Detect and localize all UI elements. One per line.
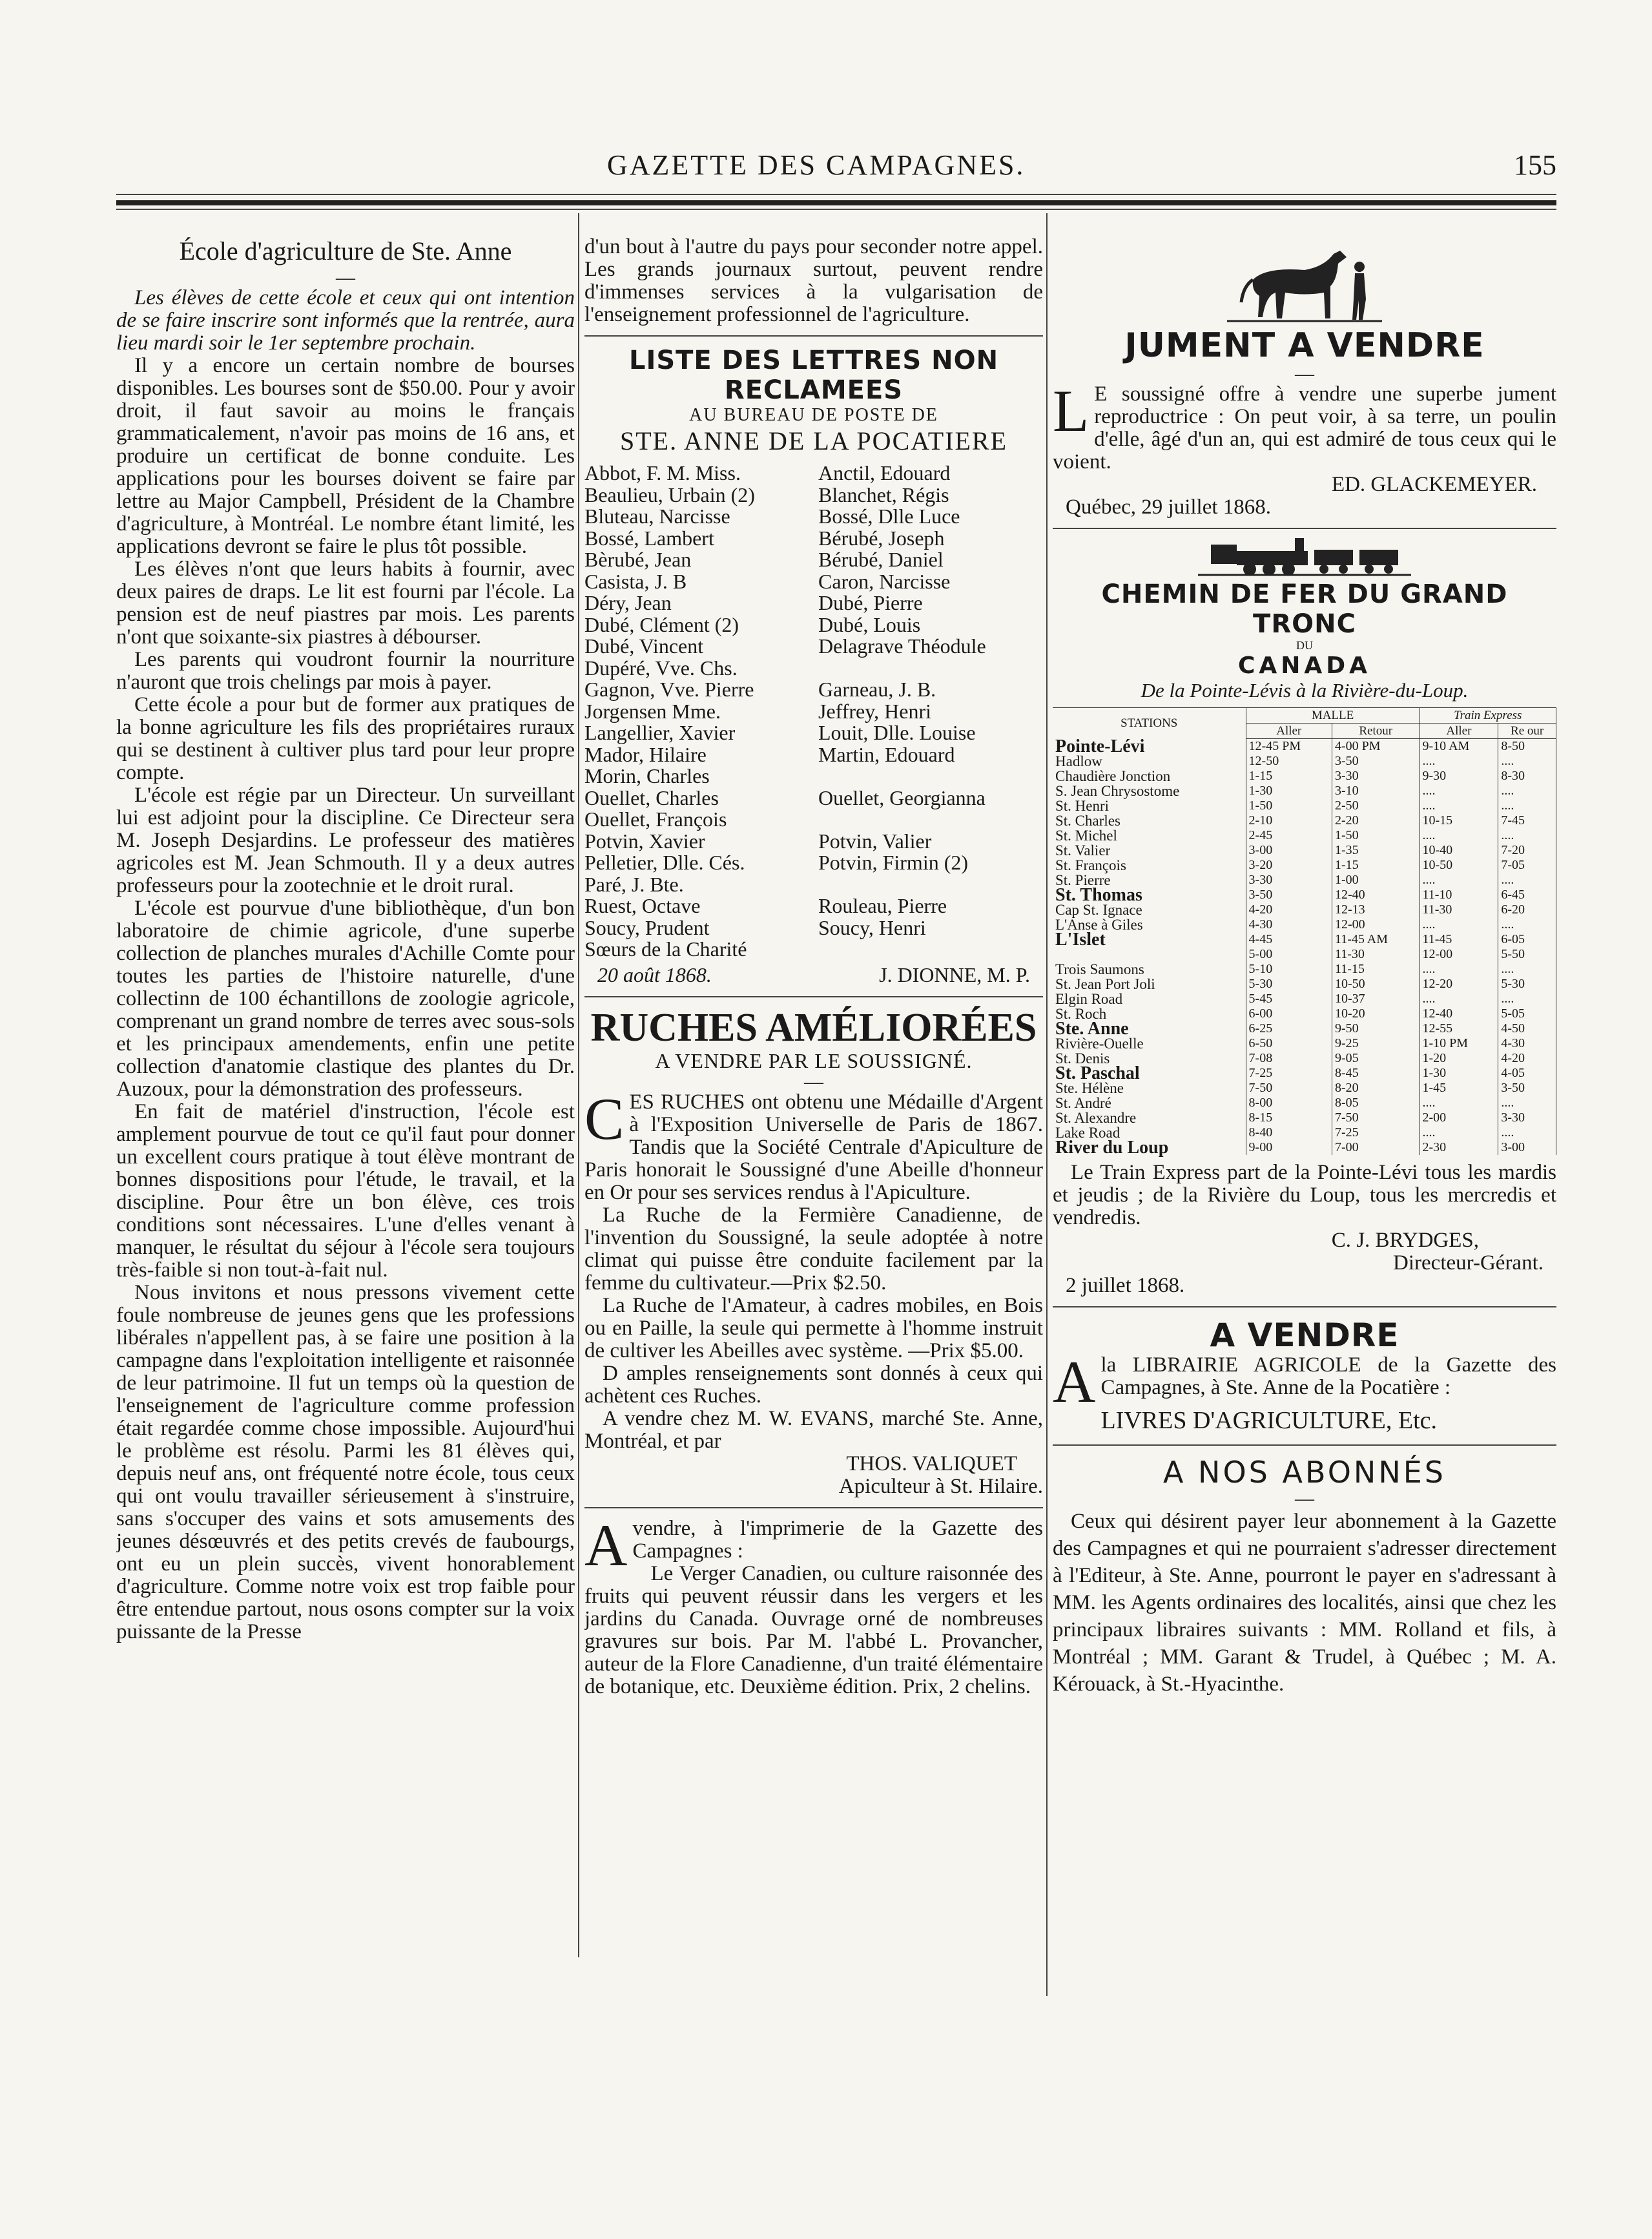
schedule-time: 1-20 bbox=[1420, 1051, 1498, 1066]
letter-entry: Jorgensen Mme. bbox=[584, 699, 721, 723]
ruches-sign: Apiculteur à St. Hilaire. bbox=[838, 1474, 1043, 1498]
letter-entry bbox=[818, 874, 1043, 896]
column-divider-2 bbox=[1046, 213, 1048, 1996]
station-name: St. André bbox=[1055, 1095, 1111, 1111]
ruches-text: A vendre chez M. W. EVANS, marché Ste. Anne, Montréal, et par bbox=[584, 1406, 1043, 1453]
jument-sign: ED. GLACKEMEYER. bbox=[1331, 473, 1537, 496]
ruches-text: La Ruche de l'Amateur, à cadres mobiles, en Bois ou en Paille, la seule qui permette à l'homme instruit de cultiver les Abeilles avec système. —Prix $5.00. bbox=[584, 1293, 1043, 1362]
schedule-time: .... bbox=[1420, 992, 1498, 1006]
schedule-time: 11-15 bbox=[1332, 962, 1420, 977]
retour-header: Re our bbox=[1498, 724, 1556, 739]
schedule-time: 9-10 AM bbox=[1420, 739, 1498, 755]
schedule-time: 11-30 bbox=[1420, 902, 1498, 917]
letter-entry: Langellier, Xavier bbox=[584, 721, 736, 744]
schedule-time: 4-00 PM bbox=[1332, 739, 1420, 755]
schedule-row bbox=[1053, 888, 1556, 902]
schedule-time: 10-15 bbox=[1420, 813, 1498, 828]
ecole-paragraph: En fait de matériel d'instruction, l'école est amplement pourvue de tout ce qu'il faut pour donner un excellent cours pratique à tout élève montrant de bonnes dispositions pour l'étude, le travail, et la discipline. Pour être un bon élève, ces trois conditions sont nécessaires. L'une d'elles venant à manquer, le résultat du séjour à l'école sera toujours très-faible si non tout-à-fait nul. bbox=[116, 1100, 575, 1282]
schedule-time: 8-40 bbox=[1246, 1125, 1332, 1140]
schedule-time: .... bbox=[1498, 873, 1556, 888]
vendre-drop-cap: A bbox=[1053, 1349, 1096, 1415]
schedule-time: 3-00 bbox=[1498, 1140, 1556, 1155]
station-name: St. François bbox=[1055, 857, 1126, 873]
verger-drop-cap: A bbox=[584, 1512, 628, 1578]
vendre-books: LIVRES D'AGRICULTURE, Etc. bbox=[1100, 1407, 1437, 1434]
schedule-row bbox=[1053, 1110, 1556, 1125]
schedule-time: 2-50 bbox=[1332, 798, 1420, 813]
schedule-time: 12-50 bbox=[1246, 754, 1332, 769]
letter-entry: Sœurs de la Charité bbox=[584, 937, 747, 961]
rail-canada: CANADA bbox=[1237, 652, 1371, 679]
schedule-time: 6-20 bbox=[1498, 902, 1556, 917]
vendre-text: la LIBRAIRIE AGRICOLE de la Gazette des Campagnes, à Ste. Anne de la Pocatière : bbox=[1100, 1353, 1556, 1399]
schedule-time: 11-45 AM bbox=[1332, 932, 1420, 947]
schedule-time: 4-20 bbox=[1498, 1051, 1556, 1066]
station-name: St. Michel bbox=[1055, 828, 1117, 844]
separator bbox=[584, 1507, 1043, 1508]
schedule-row bbox=[1053, 828, 1556, 843]
letter-entry: Beaulieu, Urbain (2) bbox=[584, 483, 755, 506]
station-name: St. Henri bbox=[1055, 798, 1110, 814]
schedule-time: 12-13 bbox=[1332, 902, 1420, 917]
schedule-rows bbox=[1053, 736, 1556, 1158]
schedule-time: 4-45 bbox=[1246, 932, 1332, 947]
schedule-time: 11-10 bbox=[1420, 888, 1498, 902]
station-name: St. Valier bbox=[1055, 842, 1111, 859]
schedule-time: 7-05 bbox=[1498, 858, 1556, 873]
dash: — bbox=[1295, 1488, 1314, 1509]
retour-header: Retour bbox=[1332, 724, 1420, 739]
dash: — bbox=[1295, 363, 1314, 384]
schedule-time: 8-05 bbox=[1332, 1096, 1420, 1110]
ruches-text: ES RUCHES ont obtenu une Médaille d'Argent à l'Exposition Universelle de Paris de 1867. Tandis que la Société Centrale d'Apiculture de Paris honorait le Soussigné d'une Abeille d'honneur en Or pour ses services rendus à l'Apiculture. bbox=[584, 1090, 1043, 1204]
schedule-time: 8-30 bbox=[1498, 769, 1556, 784]
schedule-time: 12-40 bbox=[1332, 888, 1420, 902]
letter-entry: Delagrave Théodule bbox=[818, 634, 986, 658]
ecole-heading: École d'agriculture de Ste. Anne bbox=[179, 236, 512, 266]
station-name: St. Jean Port Joli bbox=[1055, 976, 1155, 992]
schedule-time: .... bbox=[1420, 784, 1498, 798]
schedule-row bbox=[1053, 902, 1556, 917]
schedule-time: 6-25 bbox=[1246, 1021, 1332, 1036]
jument-text: E soussigné offre à vendre une superbe jument reproductrice : On peut voir, à sa terre, un poulin d'elle, âgé d'un an, qui est admiré de tous ceux qui le voient. bbox=[1053, 382, 1556, 474]
schedule-time: 9-05 bbox=[1332, 1051, 1420, 1066]
schedule-time: 3-30 bbox=[1332, 769, 1420, 784]
separator bbox=[584, 996, 1043, 997]
station-name: Trois Saumons bbox=[1055, 961, 1144, 977]
letter-entry: Bluteau, Narcisse bbox=[584, 505, 730, 528]
letters-subtitle: AU BUREAU DE POSTE DE bbox=[689, 405, 938, 425]
schedule-time: 12-55 bbox=[1420, 1021, 1498, 1036]
schedule-time: 9-25 bbox=[1332, 1036, 1420, 1051]
letter-entry: Ruest, Octave bbox=[584, 894, 701, 917]
schedule-time: .... bbox=[1498, 992, 1556, 1006]
schedule-time: 8-00 bbox=[1246, 1096, 1332, 1110]
station-name: St. Roch bbox=[1055, 1006, 1107, 1022]
letter-entry: Bossé, Lambert bbox=[584, 526, 714, 550]
station-name: St. Denis bbox=[1055, 1050, 1110, 1067]
column-3 bbox=[1053, 236, 1556, 2161]
schedule-time: 6-05 bbox=[1498, 932, 1556, 947]
schedule-time: 12-40 bbox=[1420, 1006, 1498, 1021]
schedule-row bbox=[1053, 1140, 1556, 1155]
schedule-time: 4-05 bbox=[1498, 1066, 1556, 1081]
schedule-time: 5-30 bbox=[1498, 977, 1556, 992]
schedule-time: 12-20 bbox=[1420, 977, 1498, 992]
schedule-time: 2-45 bbox=[1246, 828, 1332, 843]
letter-entry: Bèrubé, Jean bbox=[584, 548, 692, 571]
schedule-time: .... bbox=[1420, 962, 1498, 977]
column-2 bbox=[584, 236, 1043, 2161]
schedule-row bbox=[1053, 858, 1556, 873]
column-1 bbox=[116, 236, 575, 2161]
schedule-time: 10-37 bbox=[1332, 992, 1420, 1006]
letter-entry: Gagnon, Vve. Pierre bbox=[584, 678, 754, 701]
schedule-time: 12-45 PM bbox=[1246, 739, 1332, 755]
schedule-time: 1-45 bbox=[1420, 1081, 1498, 1096]
schedule-time: 1-10 PM bbox=[1420, 1036, 1498, 1051]
ecole-paragraph: Il y a encore un certain nombre de bourses disponibles. Les bourses sont de $50.00. Pour y avoir droit, il faut savoir au moins le français grammaticalement, n'avoir pas moins de 16 ans, et produire un certificat de bonne conduite. Les applications pour les bourses doivent se faire par lettre au Major Campbell, Président de la Chambre d'agriculture, à Montréal. Le nombre étant limité, les applications devront se faire le plus tôt possible. bbox=[116, 354, 575, 558]
ecole-paragraph: L'école est régie par un Directeur. Un surveillant lui est adjoint pour la discipline. Ce Directeur sera M. Joseph Desjardins. Le professeur des matières agricoles est M. Jean Schmouth. Il y a deux autres professeurs pour la zootechnie et le droit rural. bbox=[116, 784, 575, 897]
schedule-time: 12-00 bbox=[1420, 947, 1498, 962]
letters-list bbox=[584, 463, 1043, 961]
schedule-row bbox=[1053, 977, 1556, 992]
letter-entry bbox=[818, 809, 1043, 831]
schedule-time: 9-00 bbox=[1246, 1140, 1332, 1155]
locomotive-icon bbox=[1198, 538, 1411, 577]
station-name: Elgin Road bbox=[1055, 991, 1123, 1007]
station-name: St. Paschal bbox=[1055, 1063, 1140, 1083]
station-name: Chaudière Jonction bbox=[1055, 768, 1171, 784]
schedule-time: 9-30 bbox=[1420, 769, 1498, 784]
rail-sign: Directeur-Gérant. bbox=[1393, 1251, 1544, 1275]
letter-entry: Potvin, Firmin (2) bbox=[818, 851, 969, 874]
station-name: L'Islet bbox=[1055, 930, 1106, 950]
column-divider-1 bbox=[578, 213, 579, 1957]
schedule-time: .... bbox=[1420, 828, 1498, 843]
schedule-time: 6-50 bbox=[1246, 1036, 1332, 1051]
letter-entry: Casista, J. B bbox=[584, 569, 687, 593]
schedule-time: .... bbox=[1420, 917, 1498, 932]
ruches-sign: THOS. VALIQUET bbox=[846, 1452, 1017, 1475]
station-name: L'Anse à Giles bbox=[1055, 917, 1143, 933]
schedule-time: 4-30 bbox=[1246, 917, 1332, 932]
schedule-row bbox=[1053, 947, 1556, 962]
train-schedule-table bbox=[1053, 707, 1556, 1158]
station-name: Ste. Anne bbox=[1055, 1019, 1129, 1039]
letters-title: LISTE DES LETTRES NON RECLAMEES bbox=[628, 346, 999, 405]
letter-entry: Bérubé, Daniel bbox=[818, 548, 944, 571]
station-name: Cap St. Ignace bbox=[1055, 902, 1142, 918]
letter-entry bbox=[818, 765, 1043, 787]
separator bbox=[1053, 1444, 1556, 1446]
schedule-time: 5-50 bbox=[1498, 947, 1556, 962]
schedule-time: 5-00 bbox=[1246, 947, 1332, 962]
abonnes-title: A NOS ABONNÉS bbox=[1162, 1455, 1447, 1490]
schedule-time: 7-50 bbox=[1332, 1110, 1420, 1125]
station-name: Ste. Hélène bbox=[1055, 1080, 1124, 1096]
schedule-time: 7-20 bbox=[1498, 843, 1556, 858]
schedule-time: 1-15 bbox=[1332, 858, 1420, 873]
schedule-time: 3-50 bbox=[1332, 754, 1420, 769]
schedule-time: 1-50 bbox=[1246, 798, 1332, 813]
schedule-time: 12-00 bbox=[1332, 917, 1420, 932]
letter-entry: Rouleau, Pierre bbox=[818, 894, 947, 917]
letter-entry: Mador, Hilaire bbox=[584, 742, 707, 766]
schedule-time: 10-50 bbox=[1420, 858, 1498, 873]
schedule-row bbox=[1053, 962, 1556, 977]
schedule-time: .... bbox=[1420, 1125, 1498, 1140]
schedule-row bbox=[1053, 769, 1556, 784]
rail-date: 2 juillet 1868. bbox=[1066, 1274, 1185, 1297]
schedule-time: 5-30 bbox=[1246, 977, 1332, 992]
station-name: Lake Road bbox=[1055, 1125, 1120, 1141]
schedule-row bbox=[1053, 1066, 1556, 1081]
schedule-time: 3-30 bbox=[1498, 1110, 1556, 1125]
schedule-row bbox=[1053, 1096, 1556, 1110]
schedule-time: 3-10 bbox=[1332, 784, 1420, 798]
letter-entry: Abbot, F. M. Miss. bbox=[584, 461, 741, 484]
schedule-time: 1-15 bbox=[1246, 769, 1332, 784]
rail-note: Le Train Express part de la Pointe-Lévi tous les mardis et jeudis ; de la Rivière du Loup, tous les mercredis et vendredis. bbox=[1053, 1161, 1556, 1229]
letter-entry: Blanchet, Régis bbox=[818, 483, 949, 506]
schedule-time: 9-50 bbox=[1332, 1021, 1420, 1036]
schedule-row bbox=[1053, 1036, 1556, 1051]
schedule-row bbox=[1053, 843, 1556, 858]
page-header bbox=[116, 149, 1556, 187]
letter-entry bbox=[818, 658, 1043, 680]
ruches-subtitle: A VENDRE PAR LE SOUSSIGNÉ. bbox=[655, 1048, 973, 1072]
schedule-time: 7-25 bbox=[1246, 1066, 1332, 1081]
letter-entry: Dupéré, Vve. Chs. bbox=[584, 656, 738, 680]
letter-entry: Garneau, J. B. bbox=[818, 678, 936, 701]
schedule-time: 3-30 bbox=[1246, 873, 1332, 888]
letter-entry: Soucy, Henri bbox=[818, 915, 926, 939]
schedule-time: 1-30 bbox=[1246, 784, 1332, 798]
aller-header: Aller bbox=[1246, 724, 1332, 739]
ruches-text: D amples renseignements sont donnés à ceux qui achètent ces Ruches. bbox=[584, 1361, 1043, 1408]
letters-signature: J. DIONNE, M. P. bbox=[879, 963, 1030, 986]
ruches-drop-cap: C bbox=[584, 1085, 625, 1152]
schedule-time: 5-10 bbox=[1246, 962, 1332, 977]
schedule-time: .... bbox=[1498, 784, 1556, 798]
letter-entry: Dubé, Vincent bbox=[584, 634, 704, 658]
schedule-time: 7-08 bbox=[1246, 1051, 1332, 1066]
schedule-time: .... bbox=[1498, 754, 1556, 769]
schedule-row bbox=[1053, 992, 1556, 1006]
schedule-time: .... bbox=[1420, 873, 1498, 888]
station-name: St. Alexandre bbox=[1055, 1110, 1137, 1126]
letter-entry: Ouellet, Charles bbox=[584, 786, 719, 809]
letter-entry: Ouellet, Georgianna bbox=[818, 786, 986, 809]
schedule-time: 4-50 bbox=[1498, 1021, 1556, 1036]
schedule-time: 3-50 bbox=[1246, 888, 1332, 902]
abonnes-text: Ceux qui désirent payer leur abonnement à la Gazette des Campagnes et qui ne pourraient s'adresser directement à l'Editeur, à Ste. Anne, pourront le payer en s'adressant à MM. les Agents ordinaires des localités, ainsi que chez les principaux libraires suivants : MM. Rolland et fils, à Montréal ; MM. Garant & Trudel, à Québec ; M. A. Kérouack, à St.-Hyacinthe. bbox=[1053, 1510, 1556, 1696]
schedule-time: 7-25 bbox=[1332, 1125, 1420, 1140]
ecole-dash: — bbox=[336, 267, 355, 288]
schedule-time: 4-30 bbox=[1498, 1036, 1556, 1051]
letter-entry: Caron, Narcisse bbox=[818, 569, 951, 593]
schedule-row bbox=[1053, 932, 1556, 947]
letter-entry: Dubé, Pierre bbox=[818, 591, 923, 614]
schedule-time: 6-45 bbox=[1498, 888, 1556, 902]
schedule-time: 8-50 bbox=[1498, 739, 1556, 755]
express-header: Train Express bbox=[1420, 708, 1556, 724]
schedule-time: 2-00 bbox=[1420, 1110, 1498, 1125]
letter-entry: Dubé, Louis bbox=[818, 612, 921, 636]
ecole-paragraph: Les élèves de cette école et ceux qui ont intention de se faire inscrire sont informés que la rentrée, aura lieu mardi soir le 1er septembre prochain. bbox=[116, 286, 575, 355]
letter-entry: Déry, Jean bbox=[584, 591, 672, 614]
schedule-row bbox=[1053, 813, 1556, 828]
letters-date: 20 août 1868. bbox=[597, 963, 712, 986]
letter-entry: Bérubé, Joseph bbox=[818, 526, 945, 550]
horse-illustration-icon bbox=[1227, 241, 1382, 325]
ecole-paragraph: Les élèves n'ont que leurs habits à fournir, avec deux paires de draps. Le lit est fourni par l'école. La pension est de neuf piastres par mois. Les parents n'ont que soixante-six piastres à débourser. bbox=[116, 557, 575, 649]
schedule-time: 1-00 bbox=[1332, 873, 1420, 888]
schedule-time: 3-50 bbox=[1498, 1081, 1556, 1096]
schedule-time: 10-50 bbox=[1332, 977, 1420, 992]
schedule-time: 11-45 bbox=[1420, 932, 1498, 947]
schedule-time: 7-50 bbox=[1246, 1081, 1332, 1096]
letter-entry: Potvin, Xavier bbox=[584, 829, 705, 853]
stations-header: STATIONS bbox=[1053, 708, 1246, 739]
header-rule-thick bbox=[116, 200, 1556, 205]
verger-text: vendre, à l'imprimerie de la Gazette des Campagnes : bbox=[632, 1516, 1043, 1563]
ruches-text: La Ruche de la Fermière Canadienne, de l'invention du Soussigné, la seule adoptée à notre climat qui puisse être conduite facilement par la femme du cultivateur.—Prix $2.50. bbox=[584, 1203, 1043, 1295]
letter-entry: Paré, J. Bte. bbox=[584, 872, 684, 896]
vendre-title: A VENDRE bbox=[1210, 1317, 1399, 1354]
letter-entry: Soucy, Prudent bbox=[584, 915, 710, 939]
schedule-time: 8-45 bbox=[1332, 1066, 1420, 1081]
separator bbox=[584, 335, 1043, 337]
schedule-time: .... bbox=[1498, 798, 1556, 813]
schedule-time: 1-30 bbox=[1420, 1066, 1498, 1081]
letter-entry: Ouellet, François bbox=[584, 807, 727, 831]
page-number: 155 bbox=[1514, 149, 1556, 181]
malle-header: MALLE bbox=[1246, 708, 1420, 724]
verger-text: Le Verger Canadien, ou culture raisonnée des fruits qui peuvent réussir dans les vergers et les jardins du Canada. Ouvrage orné de nombreuses gravures sur bois. Par M. l'abbé L. Provancher, auteur de la Flore Canadienne, d'un traité élémentaire de botanique, etc. Deuxième édition. Prix, 2 chelins. bbox=[584, 1561, 1043, 1698]
station-name: St. Charles bbox=[1055, 813, 1120, 829]
rail-route: De la Pointe-Lévis à la Rivière-du-Loup. bbox=[1141, 679, 1469, 702]
station-name: Pointe-Lévi bbox=[1055, 736, 1145, 756]
header-rule-thin bbox=[116, 194, 1556, 195]
station-name: St. Pierre bbox=[1055, 872, 1111, 888]
schedule-time: 3-00 bbox=[1246, 843, 1332, 858]
jument-drop-cap: L bbox=[1053, 378, 1089, 444]
schedule-time: 1-35 bbox=[1332, 843, 1420, 858]
schedule-time: 7-45 bbox=[1498, 813, 1556, 828]
station-name: Rivière-Ouelle bbox=[1055, 1036, 1144, 1052]
rail-sign: C. J. BRYDGES, bbox=[1331, 1229, 1479, 1252]
schedule-time: 2-30 bbox=[1420, 1140, 1498, 1155]
station-name: St. Thomas bbox=[1055, 885, 1142, 905]
ecole-paragraph: Nous invitons et nous pressons vivement cette foule nombreuse de jeunes gens que les professions libérales n'appellent pas, à se faire une position à la campagne dans l'exploitation intelligente et raisonnée de leur patrimoine. Il fut un temps où la question de l'enseignement de l'agriculture comme profession était regardée comme chose impossible. Aujourd'hui le problème est résolu. Parmi les 81 élèves qui, depuis neuf ans, ont fréquenté notre école, tous ceux qui ont voulu travailler sérieusement à s'instruire, sans s'occuper des vains et sots amusements des jeunes désœuvrés et des petits crevés de faubourgs, ont eu un plein succès, vivent honorablement d'agriculture. Comme notre voix est trop faible pour être entendue partout, nous osons compter sur la voix puissante de la Presse bbox=[116, 1281, 575, 1643]
letter-entry: Potvin, Valier bbox=[818, 829, 932, 853]
schedule-time: .... bbox=[1498, 917, 1556, 932]
dash: — bbox=[804, 1070, 823, 1092]
schedule-time: 3-20 bbox=[1246, 858, 1332, 873]
schedule-time: 2-20 bbox=[1332, 813, 1420, 828]
ecole-paragraph: Les parents qui voudront fournir la nourriture n'auront que trois chelings par mois à payer. bbox=[116, 648, 575, 694]
jument-date: Québec, 29 juillet 1868. bbox=[1066, 495, 1272, 519]
schedule-time: .... bbox=[1498, 828, 1556, 843]
station-name: River du Loup bbox=[1055, 1138, 1169, 1158]
schedule-time: 1-50 bbox=[1332, 828, 1420, 843]
schedule-time: .... bbox=[1420, 1096, 1498, 1110]
schedule-time: 7-00 bbox=[1332, 1140, 1420, 1155]
schedule-time: 5-45 bbox=[1246, 992, 1332, 1006]
ecole-paragraph: Cette école a pour but de former aux pratiques de la bonne agriculture les fils des propriétaires ruraux qui se destinent à cultiver plus tard pour leur propre compte. bbox=[116, 693, 575, 784]
station-name: S. Jean Chrysostome bbox=[1055, 783, 1180, 799]
schedule-time: 4-20 bbox=[1246, 902, 1332, 917]
gazette-title: GAZETTE DES CAMPAGNES. bbox=[607, 149, 1026, 181]
schedule-time: 8-20 bbox=[1332, 1081, 1420, 1096]
schedule-time: 2-10 bbox=[1246, 813, 1332, 828]
aller-header: Aller bbox=[1420, 724, 1498, 739]
letter-entry: Louit, Dlle. Louise bbox=[818, 721, 976, 744]
header-rule-thin-2 bbox=[116, 209, 1556, 210]
schedule-time: 11-30 bbox=[1332, 947, 1420, 962]
letter-entry: Martin, Edouard bbox=[818, 742, 955, 766]
letter-entry bbox=[818, 939, 1043, 961]
letter-entry: Bossé, Dlle Luce bbox=[818, 505, 960, 528]
letter-entry: Anctil, Edouard bbox=[818, 461, 951, 484]
schedule-time: .... bbox=[1420, 754, 1498, 769]
letter-entry: Pelletier, Dlle. Cés. bbox=[584, 851, 745, 874]
schedule-time: 10-20 bbox=[1332, 1006, 1420, 1021]
schedule-time: 6-00 bbox=[1246, 1006, 1332, 1021]
letter-entry: Dubé, Clément (2) bbox=[584, 612, 739, 636]
separator bbox=[1053, 528, 1556, 529]
separator bbox=[1053, 1306, 1556, 1307]
schedule-row bbox=[1053, 798, 1556, 813]
schedule-row bbox=[1053, 784, 1556, 798]
schedule-row bbox=[1053, 917, 1556, 932]
schedule-time: .... bbox=[1498, 1096, 1556, 1110]
station-name: Hadlow bbox=[1055, 753, 1102, 769]
schedule-time: .... bbox=[1498, 962, 1556, 977]
ruches-title: RUCHES AMÉLIORÉES bbox=[590, 1005, 1037, 1050]
schedule-time: .... bbox=[1420, 798, 1498, 813]
schedule-row bbox=[1053, 1021, 1556, 1036]
jument-title: JUMENT A VENDRE bbox=[1124, 326, 1485, 365]
rail-du: DU bbox=[1296, 639, 1313, 652]
ecole-continuation: d'un bout à l'autre du pays pour seconder notre appel. Les grands journaux surtout, peuvent rendre d'immenses services à la vulgarisation de l'enseignement professionnel de l'agriculture. bbox=[584, 236, 1043, 326]
letters-place: STE. ANNE DE LA POCATIERE bbox=[620, 426, 1007, 455]
letter-entry: Jeffrey, Henri bbox=[818, 699, 932, 723]
schedule-row bbox=[1053, 739, 1556, 755]
schedule-time: 8-15 bbox=[1246, 1110, 1332, 1125]
schedule-time: .... bbox=[1498, 1125, 1556, 1140]
ecole-paragraph: L'école est pourvue d'une bibliothèque, d'un bon laboratoire de chimie agricole, d'une superbe collection de planches murales d'Achille Comte pour toutes les parties de l'histoire naturelle, d'une collectinn de 100 échantillons de zoologie agricole, comprenant un grand nombre de terres avec sous-sols et les principaux amendements, enfin une petite collection d'anatomie clastique des plantes du Dr. Auzoux, pour la démonstration des professeurs. bbox=[116, 897, 575, 1101]
rail-title: CHEMIN DE FER DU GRAND TRONC bbox=[1101, 579, 1508, 639]
letter-entry: Morin, Charles bbox=[584, 764, 710, 787]
schedule-time: 10-40 bbox=[1420, 843, 1498, 858]
schedule-time: 5-05 bbox=[1498, 1006, 1556, 1021]
